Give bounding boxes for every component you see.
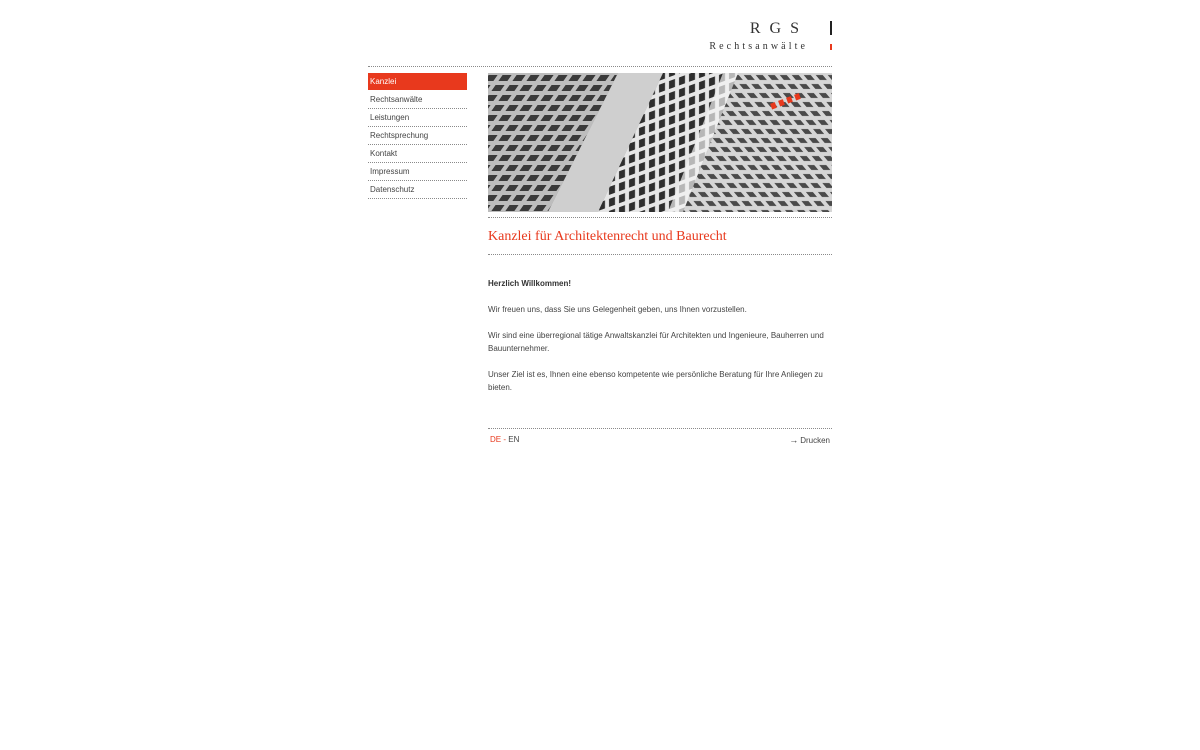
footer-divider <box>488 428 832 429</box>
title-divider-bottom <box>488 254 832 255</box>
welcome-heading: Herzlich Willkommen! <box>488 279 572 288</box>
title-divider-top <box>488 217 832 218</box>
paragraph-about: Wir sind eine überregional tätige Anwaltskanzlei für Architekten und Ingenieure, Bauherren und Bauunternehmer. <box>488 331 824 353</box>
header-divider <box>368 66 832 67</box>
lang-separator: - <box>501 435 509 444</box>
hero-image <box>488 73 832 212</box>
print-label: Drucken <box>800 436 830 445</box>
print-button[interactable] <box>789 434 830 447</box>
paragraph-goal: Unser Ziel ist es, Ihnen eine ebenso kompetente wie persönliche Beratung für Ihre Anliegen zu bieten. <box>488 370 823 392</box>
nav-item-datenschutz[interactable]: Datenschutz <box>368 181 467 199</box>
nav-item-rechtsprechung[interactable]: Rechtsprechung <box>368 127 467 145</box>
language-switcher <box>490 434 519 446</box>
main-content <box>488 73 832 445</box>
nav-item-kontakt[interactable]: Kontakt <box>368 145 467 163</box>
logo[interactable] <box>368 18 832 58</box>
nav-item-kanzlei[interactable]: Kanzlei <box>368 73 467 91</box>
footer <box>488 434 832 446</box>
logo-bar-red <box>830 44 832 50</box>
nav-item-rechtsanwaelte[interactable]: Rechtsanwälte <box>368 91 467 109</box>
nav-item-leistungen[interactable]: Leistungen <box>368 109 467 127</box>
nav-item-impressum[interactable]: Impressum <box>368 163 467 181</box>
building-facade-graphic <box>488 73 832 212</box>
lang-en-link[interactable]: EN <box>508 435 520 444</box>
welcome-text <box>488 277 832 394</box>
sidebar-nav <box>368 73 467 199</box>
logo-name: RGS <box>749 20 808 37</box>
logo-subtitle: Rechtsanwälte <box>709 41 808 52</box>
lang-de-link[interactable]: DE <box>490 435 502 444</box>
page-title: Kanzlei für Architektenrecht und Baurecht <box>488 229 727 244</box>
arrow-right-icon: → <box>789 435 799 445</box>
logo-bar-black <box>830 21 832 35</box>
paragraph-intro: Wir freuen uns, dass Sie uns Gelegenheit geben, uns Ihnen vorzustellen. <box>488 305 747 314</box>
